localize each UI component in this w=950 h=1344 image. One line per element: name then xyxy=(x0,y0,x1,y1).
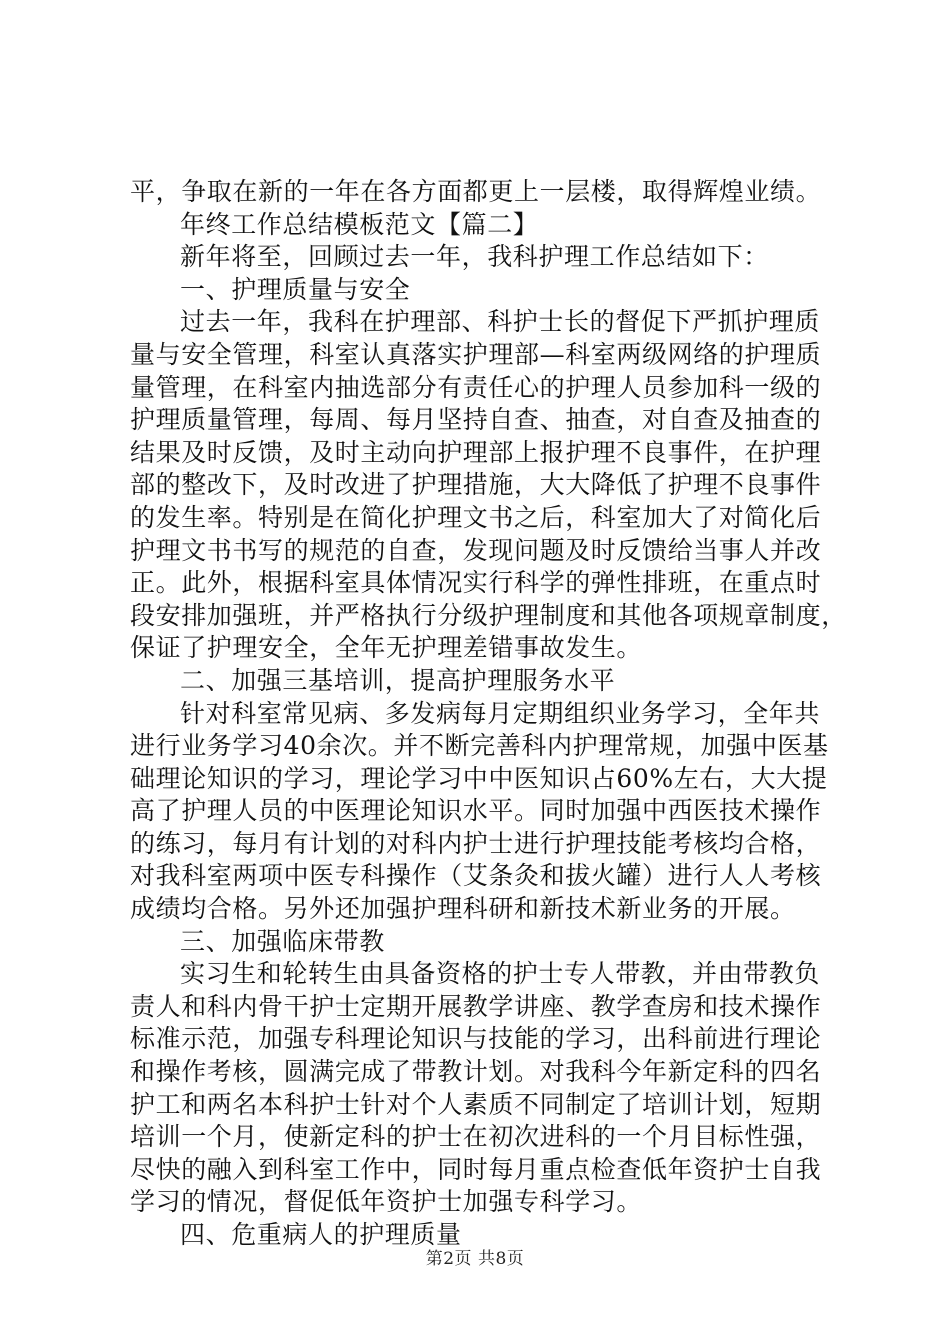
text-line: 责人和科内骨干护士定期开展教学讲座、教学查房和技术操作 xyxy=(130,991,822,1021)
text-line: 护理质量管理，每周、每月坚持自查、抽查，对自查及抽查的 xyxy=(130,405,822,435)
section-heading: 四、危重病人的护理质量 xyxy=(180,1220,462,1249)
text-line: 平，争取在新的一年在各方面都更上一层楼，取得辉煌业绩。 xyxy=(130,177,822,206)
section-heading: 一、护理质量与安全 xyxy=(180,274,411,304)
text-line: 保证了护理安全，全年无护理差错事故发生。 xyxy=(130,633,643,663)
text-line: 础理论知识的学习，理论学习中中医知识占60%左右，大大提 xyxy=(130,763,828,793)
text-line: 进行业务学习40余次。并不断完善科内护理常规，加强中医基 xyxy=(130,731,829,761)
text-line: 的练习，每月有计划的对科内护士进行护理技能考核均合格， xyxy=(130,828,822,858)
text-line: 的发生率。特别是在简化护理文书之后，科室加大了对简化后 xyxy=(130,502,822,532)
text-line: 尽快的融入到科室工作中，同时每月重点检查低年资护士自我 xyxy=(130,1154,822,1184)
text-line: 标准示范，加强专科理论知识与技能的学习，出科前进行理论 xyxy=(130,1024,822,1054)
section-heading: 二、加强三基培训，提高护理服务水平 xyxy=(180,665,616,695)
text-line: 培训一个月，使新定科的护士在初次进科的一个月目标性强， xyxy=(130,1122,822,1152)
text-line: 新年将至，回顾过去一年，我科护理工作总结如下： xyxy=(180,242,769,272)
text-line: 段安排加强班，并严格执行分级护理制度和其他各项规章制度， xyxy=(130,600,847,630)
section-heading: 年终工作总结模板范文【篇二】 xyxy=(180,209,539,239)
text-line: 结果及时反馈，及时主动向护理部上报护理不良事件，在护理 xyxy=(130,437,822,467)
text-line: 和操作考核，圆满完成了带教计划。对我科今年新定科的四名 xyxy=(130,1057,822,1087)
page-number-footer: 第2页 共8页 xyxy=(425,1249,525,1269)
document-body xyxy=(130,176,847,1252)
text-line: 成绩均合格。另外还加强护理科研和新技术新业务的开展。 xyxy=(130,894,796,924)
text-line: 学习的情况，督促低年资护士加强专科学习。 xyxy=(130,1187,643,1217)
text-line: 过去一年，我科在护理部、科护士长的督促下严抓护理质 xyxy=(180,307,821,337)
text-line: 量与安全管理，科室认真落实护理部—科室两级网络的护理质 xyxy=(130,339,822,369)
text-line: 量管理，在科室内抽选部分有责任心的护理人员参加科一级的 xyxy=(130,372,822,402)
text-line: 对我科室两项中医专科操作（艾条灸和拔火罐）进行人人考核 xyxy=(130,861,822,891)
text-line: 针对科室常见病、多发病每月定期组织业务学习，全年共 xyxy=(180,698,821,728)
text-line: 部的整改下，及时改进了护理措施，大大降低了护理不良事件 xyxy=(130,470,822,500)
section-heading: 三、加强临床带教 xyxy=(180,926,385,956)
text-line: 护理文书书写的规范的自查，发现问题及时反馈给当事人并改 xyxy=(130,535,822,565)
text-line: 实习生和轮转生由具备资格的护士专人带教，并由带教负 xyxy=(180,959,821,989)
text-line: 高了护理人员的中医理论知识水平。同时加强中西医技术操作 xyxy=(130,796,822,826)
text-line: 护工和两名本科护士针对个人素质不同制定了培训计划，短期 xyxy=(130,1089,822,1119)
text-line: 正。此外，根据科室具体情况实行科学的弹性排班，在重点时 xyxy=(130,568,822,598)
